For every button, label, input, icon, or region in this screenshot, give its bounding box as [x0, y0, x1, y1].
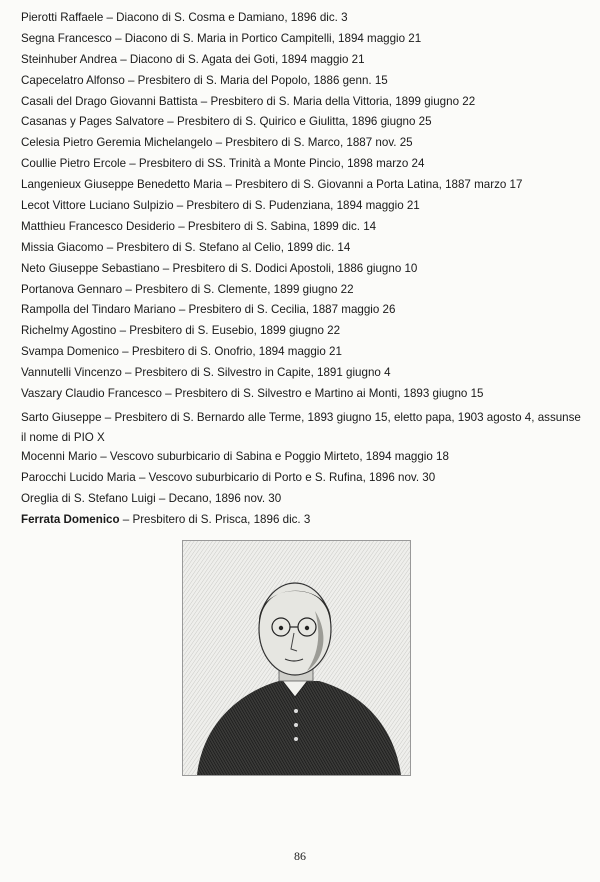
list-item — [21, 262, 581, 276]
list-item — [21, 136, 581, 150]
list-item — [21, 513, 581, 527]
entry-name: Pierotti Raffaele — [21, 11, 104, 24]
entry-name: Rampolla del Tindaro Mariano — [21, 303, 176, 317]
entry-name: Mocenni Mario — [21, 449, 98, 463]
entry-details: – Presbitero di S. Giovanni a Porta Latina, 1887 marzo 17 — [222, 178, 523, 192]
entry-name: Coullie Pietro Ercole — [21, 157, 127, 171]
entry-name: Vaszary Claudio Francesco — [21, 387, 162, 401]
entry-details: – Presbitero di S. Bernardo alle Terme, 1893 giugno 15, eletto papa, 1903 agosto 4, assunse il nome di PIO X — [21, 410, 581, 445]
entry-details: – Presbitero di S. Silvestro in Capite, 1891 giugno 4 — [121, 366, 391, 380]
list-item — [21, 220, 581, 234]
entry-name: Matthieu Francesco Desiderio — [21, 219, 176, 233]
entry-name: Ferrata Domenico — [21, 512, 120, 526]
entry-details: – Diacono di S. Maria in Portico Campitelli, 1894 maggio 21 — [111, 31, 422, 45]
portrait-illustration — [183, 541, 410, 775]
entry-details: – Presbitero di S. Maria del Popolo, 1886 genn. 15 — [124, 73, 388, 87]
list-item — [21, 408, 581, 449]
list-item — [21, 241, 581, 255]
entry-details: – Presbitero di S. Maria della Vittoria, 1899 giugno 22 — [197, 94, 476, 108]
cardinal-list — [21, 11, 581, 533]
entry-details: – Presbitero di S. Quirico e Giulitta, 1896 giugno 25 — [164, 115, 432, 129]
entry-name: Oreglia di S. Stefano Luigi — [21, 491, 156, 505]
entry-name: Celesia Pietro Geremia Michelangelo — [21, 136, 213, 150]
list-item — [21, 492, 581, 506]
list-item — [21, 345, 581, 359]
entry-name: Casali del Drago Giovanni Battista — [21, 94, 198, 108]
list-item — [21, 387, 581, 401]
entry-details: – Presbitero di SS. Trinità a Monte Pincio, 1898 marzo 24 — [126, 157, 425, 171]
entry-details: – Presbitero di S. Stefano al Celio, 1899 dic. 14 — [103, 240, 351, 254]
entry-details: – Presbitero di S. Dodici Apostoli, 1886 giugno 10 — [159, 261, 418, 275]
entry-details: – Diacono di S. Agata dei Goti, 1894 maggio 21 — [117, 52, 365, 66]
list-item — [21, 157, 581, 171]
entry-details: – Presbitero di S. Eusebio, 1899 giugno 22 — [116, 324, 341, 338]
entry-name: Lecot Vittore Luciano Sulpizio — [21, 199, 174, 213]
list-item — [21, 283, 581, 297]
entry-name: Portanova Gennaro — [21, 282, 123, 296]
entry-details: – Presbitero di S. Silvestro e Martino ai Monti, 1893 giugno 15 — [161, 387, 484, 401]
entry-name: Parocchi Lucido Maria — [21, 470, 136, 484]
entry-details: – Presbitero di S. Sabina, 1899 dic. 14 — [175, 219, 377, 233]
entry-name: Sarto Giuseppe — [21, 410, 102, 424]
entry-details: – Presbitero di S. Cecilia, 1887 maggio 26 — [175, 303, 396, 317]
entry-details: – Presbitero di S. Marco, 1887 nov. 25 — [212, 136, 413, 150]
entry-name: Missia Giacomo — [21, 240, 104, 254]
entry-name: Vannutelli Vincenzo — [21, 366, 122, 380]
entry-name: Casanas y Pages Salvatore — [21, 115, 165, 129]
list-item — [21, 366, 581, 380]
entry-details: – Presbitero di S. Prisca, 1896 dic. 3 — [119, 512, 311, 526]
entry-name: Langenieux Giuseppe Benedetto Maria — [21, 178, 223, 192]
list-item — [21, 324, 581, 338]
entry-name: Capecelatro Alfonso — [21, 73, 125, 87]
entry-name: Richelmy Agostino — [21, 324, 117, 338]
list-item — [21, 303, 581, 317]
entry-details: – Diacono di S. Cosma e Damiano, 1896 dic. 3 — [103, 11, 348, 24]
entry-details: – Vescovo suburbicario di Sabina e Poggio Mirteto, 1894 maggio 18 — [97, 449, 449, 463]
entry-details: – Presbitero di S. Pudenziana, 1894 maggio 21 — [173, 199, 420, 213]
list-item — [21, 11, 581, 25]
list-item — [21, 53, 581, 67]
list-item — [21, 450, 581, 464]
portrait-engraving — [182, 540, 411, 776]
list-item — [21, 178, 581, 192]
entry-details: – Presbitero di S. Onofrio, 1894 maggio 21 — [118, 345, 342, 359]
page-number: 86 — [294, 849, 306, 863]
entry-name: Segna Francesco — [21, 31, 112, 45]
entry-name: Neto Giuseppe Sebastiano — [21, 261, 160, 275]
list-item — [21, 32, 581, 46]
list-item — [21, 199, 581, 213]
entry-details: – Decano, 1896 nov. 30 — [155, 491, 282, 505]
entry-details: – Presbitero di S. Clemente, 1899 giugno 22 — [122, 282, 354, 296]
entry-name: Steinhuber Andrea — [21, 52, 118, 66]
list-item — [21, 74, 581, 88]
entry-name: Svampa Domenico — [21, 345, 119, 359]
list-item — [21, 115, 581, 129]
list-item — [21, 95, 581, 109]
list-item — [21, 471, 581, 485]
entry-details: – Vescovo suburbicario di Porto e S. Rufina, 1896 nov. 30 — [135, 470, 436, 484]
